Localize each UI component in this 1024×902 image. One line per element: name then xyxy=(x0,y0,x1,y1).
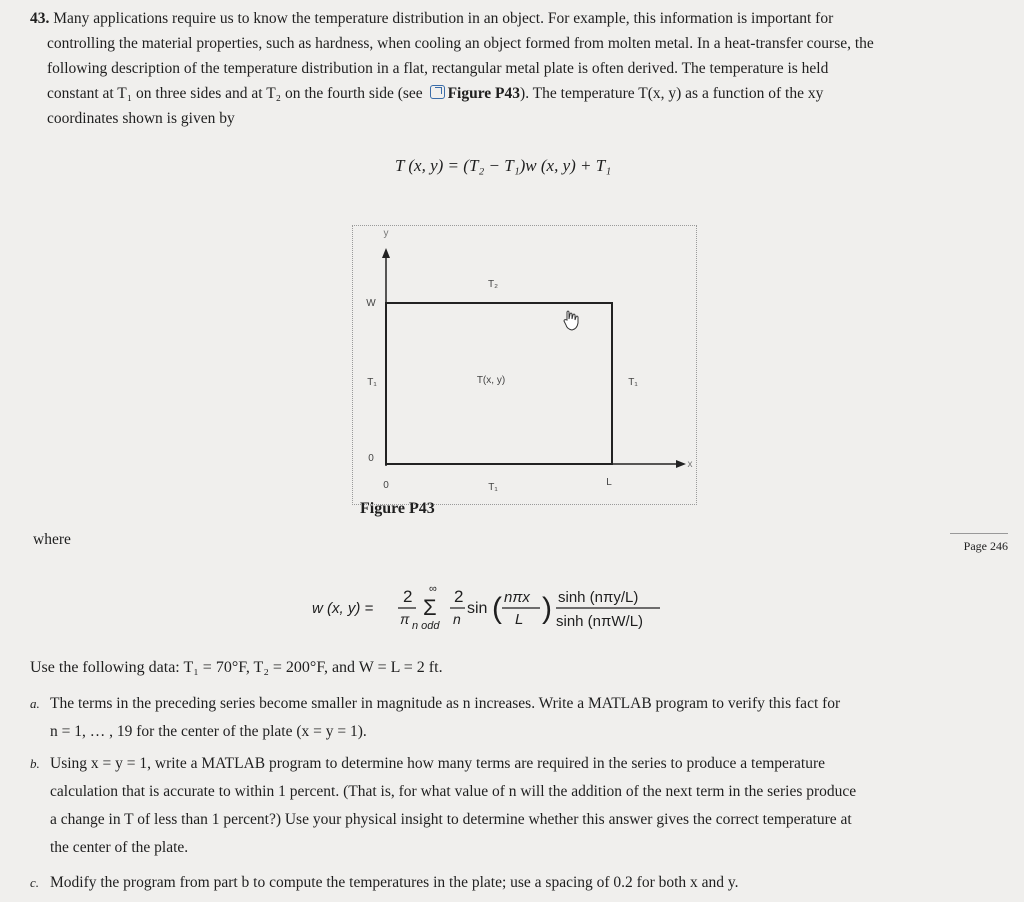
sin-word: sin xyxy=(467,600,488,617)
coef-num: 2 xyxy=(403,587,413,606)
paren-open: ( xyxy=(492,592,502,625)
frac-num: 2 xyxy=(454,587,464,606)
part-c-line-1: Modify the program from part b to compute the temperatures in the plate; use a spacing of 0.2 for both x and y. xyxy=(50,874,739,891)
sum-sign: Σ xyxy=(423,595,437,620)
page-number: Page 246 xyxy=(950,533,1008,554)
hand-cursor-icon xyxy=(564,311,578,330)
temperature-equation: T (x, y) = (T₂ − T₁)w (x, y) + T₁ xyxy=(395,156,612,175)
sum-top: ∞ xyxy=(429,583,437,595)
part-b-line-3: a change in T of less than 1 percent?) Use your physical insight to determine whether this answer gives the correct temperature at xyxy=(50,811,852,828)
sum-bottom: n odd xyxy=(412,620,440,632)
part-a-label: a. xyxy=(30,696,40,711)
part-a-line-1: The terms in the preceding series become smaller in magnitude as n increases. Write a MATLAB program to verify this fact for xyxy=(50,695,841,712)
part-b xyxy=(30,750,1015,862)
txy-center-label: T(x, y) xyxy=(476,375,506,386)
problem-line-4: constant at T₁ on three sides and at T₂ on the fourth side (see xyxy=(47,85,423,102)
part-c xyxy=(30,869,1015,897)
problem-number: 43. xyxy=(30,10,50,27)
t2-top-label: T₂ xyxy=(488,279,498,290)
l-label: L xyxy=(606,477,612,488)
problem-line-1: Many applications require us to know the temperature distribution in an object. For example, this information is important for xyxy=(53,10,834,27)
part-c-label: c. xyxy=(30,875,40,890)
series-equation xyxy=(312,580,712,647)
x-axis-label: x xyxy=(687,459,693,470)
plate-diagram xyxy=(353,226,696,504)
problem-statement xyxy=(30,6,1005,131)
part-a xyxy=(30,690,1015,746)
y-axis-arrow xyxy=(382,248,390,258)
figure-caption: Figure P43 xyxy=(360,500,435,517)
problem-line-4-end: ). The temperature T(x, y) as a function of the xy xyxy=(520,85,824,102)
part-b-line-4: the center of the plate. xyxy=(50,839,189,856)
t1-bottom-label: T₁ xyxy=(488,482,498,493)
part-b-line-2: calculation that is accurate to within 1 percent. (That is, for what value of n will the addition of the next term in the series produce xyxy=(50,783,857,800)
zero-x-label: 0 xyxy=(383,480,389,491)
arg-den: L xyxy=(515,611,524,628)
problem-line-3: following description of the temperature distribution in a flat, rectangular metal plate is often derived. The temperature is held xyxy=(47,60,829,77)
x-axis-arrow xyxy=(676,460,686,468)
figure-p43 xyxy=(352,225,697,505)
w-xy-lhs: w (x, y) = xyxy=(312,600,374,617)
series-equation-svg xyxy=(312,580,712,642)
sinh-den: sinh (nπW/L) xyxy=(556,613,644,630)
problem-line-5: coordinates shown is given by xyxy=(47,110,235,127)
t1-right-label: T₁ xyxy=(628,377,638,388)
part-b-line-1: Using x = y = 1, write a MATLAB program to determine how many terms are required in the series to produce a temperature xyxy=(50,755,826,772)
coef-den: π xyxy=(400,611,410,627)
paren-close: ) xyxy=(542,592,552,625)
part-b-label: b. xyxy=(30,756,40,771)
given-data: Use the following data: T₁ = 70°F, T₂ = 200°F, and W = L = 2 ft. xyxy=(30,659,443,676)
zero-y-label: 0 xyxy=(368,453,374,464)
where-label: where xyxy=(33,531,71,548)
arg-num: nπx xyxy=(504,589,530,606)
sinh-num: sinh (nπy/L) xyxy=(558,589,639,606)
y-axis-label: y xyxy=(383,228,389,239)
frac-den: n xyxy=(453,611,461,627)
part-a-line-2: n = 1, … , 19 for the center of the plate (x = y = 1). xyxy=(50,723,367,740)
w-label: W xyxy=(366,298,376,309)
problem-line-2: controlling the material properties, such as hardness, when cooling an object formed from molten metal. In a heat-transfer course, the xyxy=(47,35,874,52)
external-link-icon[interactable] xyxy=(430,85,445,99)
t1-left-label: T₁ xyxy=(367,377,377,388)
figure-reference-link[interactable]: Figure P43 xyxy=(447,85,521,102)
